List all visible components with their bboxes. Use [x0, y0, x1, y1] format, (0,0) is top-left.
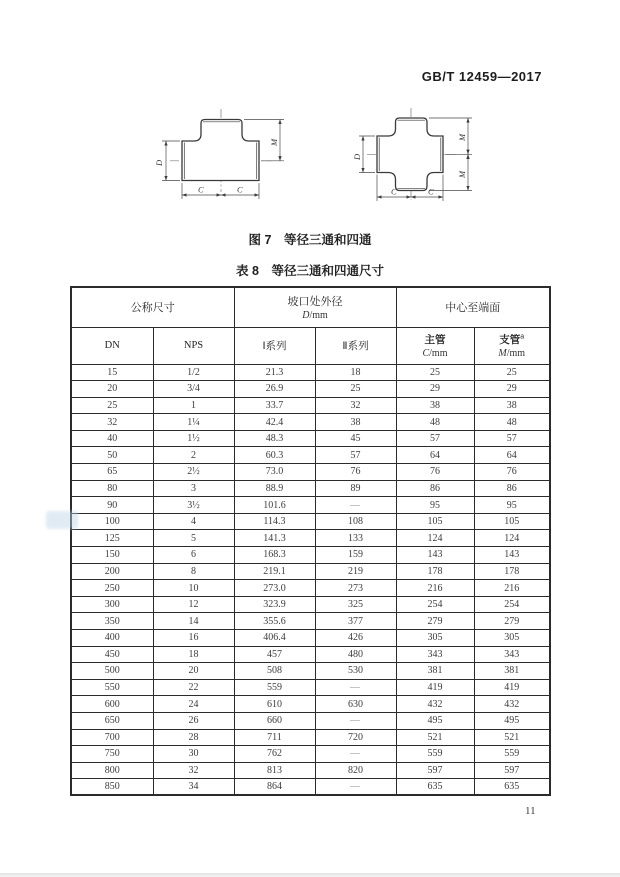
standard-number: GB/T 12459—2017	[421, 69, 542, 84]
table-cell: 133	[315, 530, 396, 547]
tee-outline	[182, 120, 259, 181]
table-cell: 343	[396, 646, 474, 663]
table-cell: 610	[234, 696, 315, 713]
table-cell: 355.6	[234, 613, 315, 630]
table-cell: 12	[153, 596, 234, 613]
table-cell: 219.1	[234, 563, 315, 580]
table-row	[71, 696, 550, 713]
table-cell: 88.9	[234, 480, 315, 497]
table-cell: 101.6	[234, 497, 315, 514]
table-cell: 40	[71, 430, 153, 447]
table-row	[71, 679, 550, 696]
table-cell: 305	[396, 630, 474, 647]
table-cell: 38	[396, 397, 474, 414]
header-nominal-size: 公称尺寸	[71, 287, 234, 327]
table-cell: 2	[153, 447, 234, 464]
table-cell: 29	[474, 381, 550, 398]
figure-7-drawings	[0, 104, 620, 216]
table-cell: 86	[474, 480, 550, 497]
table-cell: 660	[234, 712, 315, 729]
table-row	[71, 646, 550, 663]
header-dn: DN	[71, 327, 153, 364]
table-cell: 406.4	[234, 630, 315, 647]
table-cell: 18	[153, 646, 234, 663]
header-series-2: Ⅱ系列	[315, 327, 396, 364]
table-cell: 343	[474, 646, 550, 663]
table-cell: 26.9	[234, 381, 315, 398]
table-cell: 219	[315, 563, 396, 580]
table-cell: 630	[315, 696, 396, 713]
table-cell: —	[315, 746, 396, 763]
table-cell: 325	[315, 596, 396, 613]
table-cell: 419	[396, 679, 474, 696]
table-cell: 25	[396, 364, 474, 381]
table-row	[71, 596, 550, 613]
table-cell: 42.4	[234, 414, 315, 431]
table-row	[71, 547, 550, 564]
header-branch-pipe: 支管$^a$ M/mm	[474, 327, 550, 364]
cross-drawing	[350, 104, 482, 204]
cross-dim-m2-label: M	[457, 170, 467, 178]
tee-dim-c1-label: C	[198, 184, 204, 195]
table-cell: 21.3	[234, 364, 315, 381]
table-cell: 419	[474, 679, 550, 696]
table-cell: 57	[315, 447, 396, 464]
table-cell: 450	[71, 646, 153, 663]
table-cell: 65	[71, 464, 153, 481]
table-cell: 1	[153, 397, 234, 414]
table-row	[71, 779, 550, 796]
table-cell: 76	[474, 464, 550, 481]
table-cell: 48	[474, 414, 550, 431]
table-cell: 432	[474, 696, 550, 713]
table-cell: 381	[396, 663, 474, 680]
table-cell: 500	[71, 663, 153, 680]
table-cell: 15	[71, 364, 153, 381]
table-cell: 141.3	[234, 530, 315, 547]
table-cell: 1½	[153, 430, 234, 447]
table-cell: 80	[71, 480, 153, 497]
table-cell: 530	[315, 663, 396, 680]
table-cell: 6	[153, 547, 234, 564]
table-cell: 50	[71, 447, 153, 464]
table-cell: 1¼	[153, 414, 234, 431]
table-cell: 178	[396, 563, 474, 580]
table-cell: 200	[71, 563, 153, 580]
table-cell: 323.9	[234, 596, 315, 613]
table-row	[71, 497, 550, 514]
table-row	[71, 729, 550, 746]
table-cell: 1/2	[153, 364, 234, 381]
table-cell: 254	[396, 596, 474, 613]
table-cell: 800	[71, 762, 153, 779]
table-cell: —	[315, 712, 396, 729]
header-center-to-end: 中心至端面	[396, 287, 550, 327]
table-cell: 432	[396, 696, 474, 713]
table-cell: 38	[474, 397, 550, 414]
table-row	[71, 563, 550, 580]
table-row	[71, 513, 550, 530]
table-row	[71, 381, 550, 398]
table-cell: 300	[71, 596, 153, 613]
table-cell: 381	[474, 663, 550, 680]
table-cell: 3½	[153, 497, 234, 514]
table-cell: 273	[315, 580, 396, 597]
table-row	[71, 762, 550, 779]
table-cell: 850	[71, 779, 153, 796]
table-cell: 480	[315, 646, 396, 663]
table-cell: 30	[153, 746, 234, 763]
table-cell: 279	[474, 613, 550, 630]
table-cell: 178	[474, 563, 550, 580]
tee-dim-m-label: M	[269, 138, 279, 146]
table-cell: 495	[396, 712, 474, 729]
table-cell: 33.7	[234, 397, 315, 414]
page-number: 11	[525, 805, 536, 817]
table-cell: 750	[71, 746, 153, 763]
table-cell: 38	[315, 414, 396, 431]
table-row	[71, 464, 550, 481]
table-cell: 24	[153, 696, 234, 713]
table-cell: 32	[315, 397, 396, 414]
table-cell: 400	[71, 630, 153, 647]
table-cell: 64	[474, 447, 550, 464]
table-cell: 14	[153, 613, 234, 630]
tee-dim-c2-label: C	[237, 184, 243, 195]
table-cell: 495	[474, 712, 550, 729]
table-cell: 457	[234, 646, 315, 663]
table-cell: 95	[474, 497, 550, 514]
table-cell: 20	[71, 381, 153, 398]
table-cell: 100	[71, 513, 153, 530]
table-cell: 3	[153, 480, 234, 497]
table-cell: 105	[474, 513, 550, 530]
table-cell: —	[315, 779, 396, 796]
cross-dim-m1-label: M	[457, 133, 467, 141]
table-cell: 600	[71, 696, 153, 713]
table-cell: 76	[315, 464, 396, 481]
table-cell: 60.3	[234, 447, 315, 464]
cross-dim-d-label: D	[352, 153, 362, 160]
table-cell: 20	[153, 663, 234, 680]
header-main-pipe: 主管 C/mm	[396, 327, 474, 364]
table-cell: 820	[315, 762, 396, 779]
dimensions-table	[70, 286, 551, 796]
table-cell: 3/4	[153, 381, 234, 398]
tee-drawing	[154, 104, 306, 204]
table-row	[71, 746, 550, 763]
table-row	[71, 364, 550, 381]
table-cell: 700	[71, 729, 153, 746]
table-cell: 635	[396, 779, 474, 796]
table-cell: 159	[315, 547, 396, 564]
table-row	[71, 397, 550, 414]
table-cell: 28	[153, 729, 234, 746]
table-cell: 48.3	[234, 430, 315, 447]
tee-dim-d-label: D	[154, 159, 164, 166]
table-cell: 559	[396, 746, 474, 763]
table-cell: 864	[234, 779, 315, 796]
table-row	[71, 447, 550, 464]
table-cell: 10	[153, 580, 234, 597]
table-cell: 168.3	[234, 547, 315, 564]
table-cell: —	[315, 679, 396, 696]
table-cell: 105	[396, 513, 474, 530]
figure-caption: 图 7 等径三通和四通	[248, 233, 372, 247]
table-cell: 4	[153, 513, 234, 530]
table-row	[71, 613, 550, 630]
table-cell: 521	[474, 729, 550, 746]
table-cell: 124	[396, 530, 474, 547]
table-row	[71, 480, 550, 497]
table-cell: 305	[474, 630, 550, 647]
table-caption: 表 8 等径三通和四通尺寸	[236, 264, 384, 278]
table-cell: 150	[71, 547, 153, 564]
table-cell: 250	[71, 580, 153, 597]
table-cell: 143	[474, 547, 550, 564]
scan-edge-artifact	[0, 873, 620, 877]
table-cell: 25	[474, 364, 550, 381]
table-cell: 34	[153, 779, 234, 796]
table-cell: 64	[396, 447, 474, 464]
table-row	[71, 663, 550, 680]
table-cell: 32	[153, 762, 234, 779]
table-cell: 45	[315, 430, 396, 447]
table-cell: 57	[474, 430, 550, 447]
table-cell: 57	[396, 430, 474, 447]
table-cell: 350	[71, 613, 153, 630]
table-row	[71, 430, 550, 447]
table-cell: —	[315, 497, 396, 514]
table-cell: 559	[234, 679, 315, 696]
table-cell: 143	[396, 547, 474, 564]
table-cell: 559	[474, 746, 550, 763]
header-series-1: Ⅰ系列	[234, 327, 315, 364]
header-bevel-od: 坡口处外径 D/mm	[234, 287, 396, 327]
table-body	[71, 364, 550, 795]
table-cell: 5	[153, 530, 234, 547]
table-cell: 95	[396, 497, 474, 514]
cross-dim-c1-label: C	[391, 186, 397, 197]
table-cell: 114.3	[234, 513, 315, 530]
table-row	[71, 414, 550, 431]
table-cell: 635	[474, 779, 550, 796]
table-cell: 597	[396, 762, 474, 779]
table-cell: 8	[153, 563, 234, 580]
cross-dim-c2-label: C	[428, 186, 434, 197]
table-cell: 124	[474, 530, 550, 547]
table-cell: 73.0	[234, 464, 315, 481]
table-cell: 22	[153, 679, 234, 696]
table-cell: 813	[234, 762, 315, 779]
table-cell: 521	[396, 729, 474, 746]
table-cell: 597	[474, 762, 550, 779]
header-nps: NPS	[153, 327, 234, 364]
table-cell: 25	[71, 397, 153, 414]
table-row	[71, 630, 550, 647]
table-cell: 426	[315, 630, 396, 647]
table-cell: 108	[315, 513, 396, 530]
table-cell: 377	[315, 613, 396, 630]
table-cell: 254	[474, 596, 550, 613]
table-cell: 18	[315, 364, 396, 381]
table-cell: 508	[234, 663, 315, 680]
table-cell: 48	[396, 414, 474, 431]
table-cell: 720	[315, 729, 396, 746]
table-cell: 76	[396, 464, 474, 481]
table-cell: 89	[315, 480, 396, 497]
table-cell: 25	[315, 381, 396, 398]
table-cell: 216	[474, 580, 550, 597]
table-cell: 86	[396, 480, 474, 497]
table-cell: 711	[234, 729, 315, 746]
table-cell: 16	[153, 630, 234, 647]
table-row	[71, 712, 550, 729]
table-cell: 762	[234, 746, 315, 763]
table-row	[71, 580, 550, 597]
table-cell: 29	[396, 381, 474, 398]
table-cell: 550	[71, 679, 153, 696]
table-cell: 273.0	[234, 580, 315, 597]
table-cell: 32	[71, 414, 153, 431]
table-cell: 279	[396, 613, 474, 630]
table-cell: 26	[153, 712, 234, 729]
table-cell: 650	[71, 712, 153, 729]
table-cell: 125	[71, 530, 153, 547]
table-cell: 90	[71, 497, 153, 514]
cross-outline	[377, 118, 443, 191]
table-cell: 2½	[153, 464, 234, 481]
table-row	[71, 530, 550, 547]
table-cell: 216	[396, 580, 474, 597]
